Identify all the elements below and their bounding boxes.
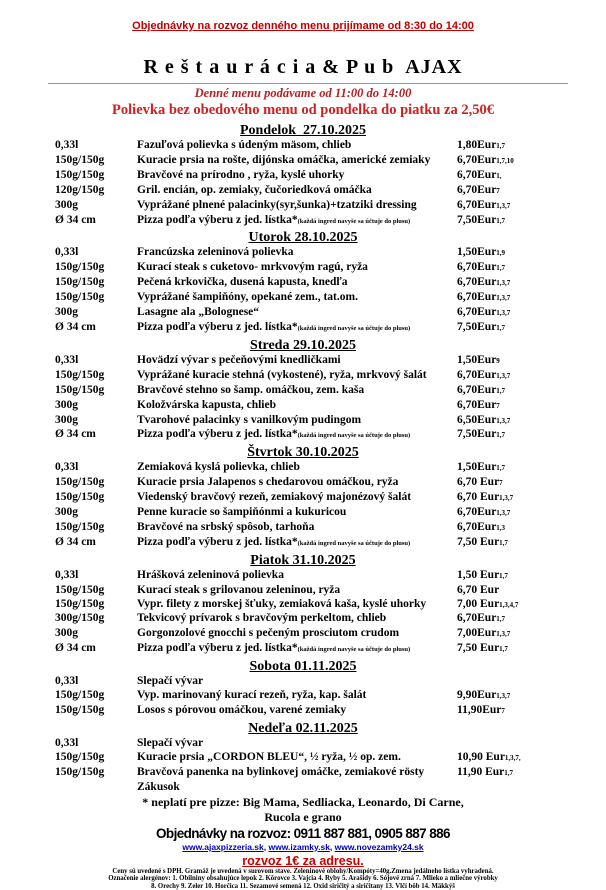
dish-name: Vyprážané plnené palacinky(syr,šunka)+tzatziki dressing (137, 198, 417, 211)
menu-item-row (0, 461, 606, 476)
allergen-codes: 9 (496, 356, 500, 365)
price-cell (457, 246, 606, 261)
price-value: 1,50Eur (457, 461, 497, 474)
day-section (0, 551, 606, 657)
price-cell (457, 154, 606, 169)
dish-name: Gril. encián, op. zemiaky, čučoriedková omáčka (137, 183, 372, 196)
dish-name: Zemiaková kyslá polievka, chlieb (137, 461, 300, 474)
dish-name: Slepačí vývar (137, 736, 204, 749)
price-value: 6,70Eur (457, 261, 497, 274)
dish-name: Zákusok (137, 780, 180, 793)
dish-name: Tekvicový prívarok s bravčovým perkeltom, chlieb (137, 612, 387, 625)
portion-size: 150g/150g (55, 689, 105, 702)
price-cell (457, 428, 606, 443)
day-section (0, 228, 606, 335)
allergen-codes: 1,3,7 (496, 371, 511, 380)
allergen-codes: 1,3,7 (496, 294, 511, 303)
price-value: 6,70Eur (457, 612, 497, 625)
allergen-codes: 1,3 (496, 523, 506, 532)
soup-price-notice: Polievka bez obedového menu od pondelka do piatku za 2,50€ (112, 102, 494, 118)
allergen-codes: 1,7 (499, 645, 508, 654)
portion-size: 300g (55, 506, 78, 519)
menu-item-row (0, 584, 606, 598)
allergen-codes: 1,7 (496, 431, 506, 440)
price-value: 11,90Eur (457, 704, 502, 716)
dish-name: Losos s pórovou omáčkou, varené zemiaky (137, 704, 347, 716)
fine-print-allergens-1: Označenie alergénov: 1. Obilniny obsahujúce lepok 2. Kôrovce 3. Vajcia 4. Ryby 5. Arašidy 6. Sójové zrná 7. Mlieko a mliečne výrobky (108, 875, 498, 883)
link-separator: , (329, 841, 335, 852)
menu-item-row (0, 612, 606, 627)
portion-size: 150g/150g (55, 383, 105, 396)
day-section (0, 443, 606, 550)
day-heading: Utorok 28.10.2025 (248, 230, 358, 246)
allergen-codes: 1, (496, 171, 502, 180)
menu-days (0, 121, 606, 795)
menu-item-row (0, 354, 606, 369)
price-cell (457, 536, 606, 551)
dish-name: Vyprážané šampiňóny, opekané zem., tat.om. (137, 291, 358, 304)
price-value: 6,70Eur (457, 506, 497, 519)
portion-size: 300g (55, 413, 78, 426)
day-section (0, 719, 606, 795)
price-value: 7,00 Eur (457, 597, 500, 610)
menu-item-row (0, 536, 606, 551)
price-value: 6,50Eur (457, 413, 497, 426)
dish-name: Vyprážané kuracie stehná (vykostené), ryža, mrkvový šalát (137, 368, 427, 381)
day-section (0, 121, 606, 228)
portion-size: 0,33l (55, 568, 79, 581)
allergen-codes: 1,7 (496, 216, 506, 225)
website-link[interactable]: www.ajaxpizzeria.sk (182, 841, 264, 852)
menu-item-row (0, 276, 606, 291)
portion-size: 150g/150g (55, 291, 105, 304)
portion-size: 0,33l (55, 353, 79, 366)
website-links (0, 842, 606, 852)
day-heading: Pondelok 27.10.2025 (239, 123, 366, 138)
menu-item-row (0, 476, 606, 491)
price-cell (457, 476, 606, 491)
price-cell (457, 261, 606, 276)
dish-name: Pizza podľa výberu z jed. lístka*(každá ingred navyše sa účtuje do plusu) (137, 213, 411, 226)
menu-item-row (0, 689, 606, 704)
pizza-exclusion-note: * neplatí pre pizze: Big Mama, Sedliacka, Leonardo, Di Carne, (142, 794, 464, 809)
dish-name: Francúzska zeleninová polievka (137, 246, 294, 259)
portion-size: 300g (55, 198, 78, 211)
portion-size: 150g/150g (55, 704, 105, 716)
allergen-codes: 7 (501, 707, 505, 715)
price-cell (457, 642, 606, 657)
allergen-codes: 1,3,7 (496, 509, 511, 518)
price-value: 6,70Eur (457, 183, 497, 196)
portion-size: 150g/150g (55, 583, 105, 596)
menu-item-row (0, 506, 606, 521)
menu-item-row (0, 199, 606, 214)
menu-item-row (0, 704, 606, 719)
day-heading: Sobota 01.11.2025 (249, 659, 357, 675)
menu-item-row (0, 306, 606, 321)
price-value: 9,90Eur (457, 689, 497, 702)
dish-note: (každá ingred navyše sa účtuje do plusu) (297, 539, 411, 547)
price-value: 6,70Eur (457, 198, 497, 211)
portion-size: 150g/150g (55, 153, 105, 166)
price-cell (457, 414, 606, 429)
day-heading: Streda 29.10.2025 (250, 337, 356, 353)
price-cell (457, 704, 606, 719)
price-cell (457, 199, 606, 214)
portion-size (55, 781, 137, 795)
allergen-codes: 1,3,7 (496, 692, 511, 701)
menu-item-row (0, 414, 606, 429)
menu-item-row (0, 399, 606, 414)
delivery-fee-notice: rozvoz 1€ za adresu. (242, 853, 364, 868)
portion-size: 300g (55, 398, 78, 411)
menu-item-row (0, 321, 606, 336)
price-cell (457, 354, 606, 369)
portion-size: 300g/150g (55, 612, 105, 625)
portion-size: Ø 34 cm (55, 535, 96, 548)
dish-name: Pizza podľa výberu z jed. lístka*(každá ingred navyše sa účtuje do plusu) (137, 535, 411, 548)
dish-name: Hovädzí vývar s pečeňovými knedličkami (137, 353, 341, 366)
menu-item-row (0, 291, 606, 306)
dish-note: (každá ingred navyše sa účtuje do plusu) (297, 217, 411, 225)
price-cell (457, 184, 606, 199)
serving-hours-subtitle: Denné menu podávame od 11:00 do 14:00 (194, 86, 412, 100)
price-value: 6,70Eur (457, 398, 497, 411)
price-cell (457, 461, 606, 476)
menu-item-row (0, 369, 606, 384)
price-cell (457, 306, 606, 321)
dish-name: Bravčové na srbský spôsob, tarhoňa (137, 520, 315, 533)
allergen-codes: 1,7 (499, 571, 508, 580)
dish-note: (každá ingred navyše sa účtuje do plusu) (297, 646, 411, 654)
menu-item-row (0, 491, 606, 506)
price-value: 7,50 Eur (457, 535, 500, 548)
price-cell (457, 384, 606, 399)
menu-item-row (0, 569, 606, 584)
allergen-codes: 1,7 (496, 264, 506, 273)
menu-item-row (0, 428, 606, 443)
menu-item-row (0, 214, 606, 229)
dish-name: Hrášková zeleninová polievka (137, 568, 284, 581)
portion-size: 0,33l (55, 139, 79, 151)
menu-item-row (0, 598, 606, 613)
price-cell (457, 689, 606, 704)
allergen-codes: 1,3,7 (496, 309, 511, 318)
dish-name: Viedenský bravčový rezeň, zemiakový majonézový šalát (137, 491, 412, 504)
menu-item-row (0, 169, 606, 184)
dish-name: Pizza podľa výberu z jed. lístka*(každá ingred navyše sa účtuje do plusu) (137, 642, 411, 655)
allergen-codes: 1,7 (496, 142, 506, 150)
price-value: 11,90 Eur (457, 765, 505, 778)
menu-item-row (0, 261, 606, 276)
menu-item-row (0, 766, 606, 781)
price-value: 6,70Eur (457, 153, 497, 166)
price-value: 6,70Eur (457, 383, 497, 396)
portion-size: 300g (55, 627, 78, 640)
dish-name: Vypr. filety z morskej šťuky, zemiaková kaša, kyslé uhorky (137, 597, 427, 610)
dish-name: Pizza podľa výberu z jed. lístka*(každá ingred navyše sa účtuje do plusu) (137, 320, 411, 333)
price-value: 7,50 Eur (457, 642, 500, 655)
dish-name: Vyp. marinovaný kurací rezeň, ryža, kap. šalát (137, 689, 367, 702)
price-value: 6,70Eur (457, 306, 497, 319)
restaurant-title: R e š t a u r á c i a & P u b AJAX (143, 56, 463, 78)
allergen-codes: 1,3,4,7 (499, 600, 519, 609)
menu-item-row (0, 184, 606, 199)
dish-name: Kurací steak s cuketovo- mrkvovým ragú, ryža (137, 261, 368, 274)
dish-name: Tvarohové palacinky s vanilkovým pudingom (137, 413, 362, 426)
dish-note: (každá ingred navyše sa účtuje do plusu) (297, 324, 411, 332)
delivery-phone-numbers: Objednávky na rozvoz: 0911 887 881, 0905 887 886 (156, 825, 450, 841)
menu-item-row (0, 642, 606, 657)
portion-size: Ø 34 cm (55, 428, 96, 441)
allergen-codes: 1,7 (499, 538, 508, 547)
portion-size: 0,33l (55, 461, 79, 474)
price-value: 1,50 Eur (457, 568, 500, 581)
delivery-hours-notice: Objednávky na rozvoz denného menu prijímame od 8:30 do 14:00 (132, 20, 474, 32)
price-value: 10,90 Eur (457, 750, 505, 763)
menu-item-row (0, 139, 606, 154)
price-value: 7,50Eur (457, 320, 497, 333)
allergen-codes: 7 (496, 186, 500, 195)
allergen-codes: 1,3,7, (504, 753, 521, 762)
allergen-codes: 7 (499, 479, 503, 488)
portion-size: 150g/150g (55, 476, 105, 489)
price-cell (457, 139, 606, 154)
portion-size: 0,33l (55, 736, 79, 749)
portion-size: 0,33l (55, 246, 79, 259)
price-cell (457, 751, 606, 766)
portion-size: 150g/150g (55, 597, 105, 610)
fine-print-prices: Ceny sú uvedené s DPH. Gramáž je uvedená v surovom stave. Zeleninové oblohy/Kompóty=40g.Zmena jedálneho lístka vyhradená. (112, 867, 494, 875)
day-section (0, 336, 606, 443)
dish-note: (každá ingred navyše sa účtuje do plusu) (297, 432, 411, 440)
price-value: 6,70Eur (457, 368, 497, 381)
price-cell (457, 369, 606, 384)
allergen-codes: 1,7 (496, 323, 506, 332)
price-value: 7,50Eur (457, 428, 497, 441)
portion-size: 150g/150g (55, 261, 105, 274)
portion-size: 150g/150g (55, 765, 105, 778)
dish-name: Lasagne ala „Bolognese“ (137, 306, 260, 319)
portion-size: 150g/150g (55, 276, 105, 289)
portion-size: 150g/150g (55, 520, 105, 533)
allergen-codes: 1,3,7 (496, 279, 511, 288)
dish-name: Bravčové stehno so šamp. omáčkou, zem. kaša (137, 383, 365, 396)
allergen-codes: 1,9 (496, 249, 506, 258)
price-cell (457, 169, 606, 184)
website-link[interactable]: www.novezamky24.sk (334, 841, 424, 852)
title-divider (48, 83, 568, 84)
price-cell (457, 612, 606, 627)
price-value: 6,70 Eur (457, 491, 500, 504)
fine-print-allergens-2: 8. Orechy 9. Zeler 10. Horčica 11. Sezamové semená 12. Oxid siričitý a siričitany 13. Vlčí bôb 14. Mäkkýš (151, 882, 455, 890)
menu-item-row (0, 737, 606, 751)
day-heading: Nedeľa 02.11.2025 (248, 720, 358, 736)
menu-item-row (0, 384, 606, 399)
price-value: 1,50Eur (457, 353, 497, 366)
price-cell (457, 737, 606, 751)
dish-name: Slepačí vývar (137, 675, 204, 688)
dish-name: Gorgonzolové gnocchi s pečeným prosciutom crudom (137, 627, 400, 640)
dish-name: Kuracie prsia „CORDON BLEU“, ½ ryža, ½ op. zem. (137, 750, 401, 763)
portion-size: 150g/150g (55, 168, 105, 181)
day-heading: Štvrtok 30.10.2025 (247, 445, 359, 461)
dish-name: Kuracie prsia na rošte, dijónska omáčka, americké zemiaky (137, 153, 431, 166)
allergen-codes: 1,3,7 (496, 201, 511, 210)
price-value: 6,70 Eur (457, 583, 500, 596)
menu-item-row (0, 751, 606, 766)
dish-name: Bravčové na prírodno , ryža, kyslé uhorky (137, 168, 345, 181)
price-cell (457, 506, 606, 521)
price-value: 6,70 Eur (457, 476, 500, 489)
price-value: 6,70Eur (457, 276, 497, 289)
price-cell (457, 491, 606, 506)
allergen-codes: 1,7 (496, 386, 506, 395)
day-heading: Piatok 31.10.2025 (250, 552, 356, 568)
price-cell (457, 781, 606, 795)
day-section (0, 657, 606, 719)
price-value: 7,50Eur (457, 213, 497, 226)
price-value: 7,00Eur (457, 627, 497, 640)
menu-item-row (0, 246, 606, 261)
price-cell (457, 321, 606, 336)
price-value: 1,50Eur (457, 246, 497, 259)
menu-item-row (0, 627, 606, 642)
website-link[interactable]: www.izamky.sk (268, 841, 330, 852)
allergen-codes: 1,3,7 (499, 494, 514, 503)
dish-name: Bravčová panenka na bylinkovej omáčke, zemiakové rösty (137, 765, 425, 778)
price-cell (457, 521, 606, 536)
portion-size: Ø 34 cm (55, 213, 96, 226)
dish-name: Fazuľová polievka s údeným mäsom, chlieb (137, 139, 352, 151)
portion-size: Ø 34 cm (55, 642, 96, 655)
price-cell (457, 276, 606, 291)
menu-item-row (0, 675, 606, 689)
price-cell (457, 399, 606, 414)
price-value: 6,70Eur (457, 520, 497, 533)
portion-size: 300g (55, 306, 78, 319)
price-cell (457, 569, 606, 584)
price-cell (457, 675, 606, 689)
price-value: 6,70Eur (457, 291, 497, 304)
pizza-exclusion-note-cont: Rucola e grano (264, 809, 342, 824)
allergen-codes: 1,7 (496, 615, 506, 624)
price-cell (457, 291, 606, 306)
price-cell (457, 584, 606, 598)
allergen-codes: 1,7 (504, 768, 514, 777)
price-value: 6,70Eur (457, 168, 497, 181)
menu-item-row (0, 521, 606, 536)
dish-name: Koložvárska kapusta, chlieb (137, 398, 276, 411)
allergen-codes: 7 (496, 401, 500, 410)
price-cell (457, 627, 606, 642)
dish-name: Pečená krkovička, dusená kapusta, knedľa (137, 276, 348, 289)
allergen-codes: 1,7,10 (496, 156, 514, 165)
price-value: 1,80Eur (457, 139, 497, 151)
allergen-codes: 1,3,7 (496, 416, 511, 425)
dish-name: Pizza podľa výberu z jed. lístka*(každá ingred navyše sa účtuje do plusu) (137, 428, 411, 441)
allergen-codes: 1,7 (496, 464, 506, 473)
link-separator: , (263, 841, 269, 852)
price-cell (457, 598, 606, 613)
portion-size: 150g/150g (55, 368, 105, 381)
menu-item-row (0, 154, 606, 169)
portion-size: 150g/150g (55, 491, 105, 504)
price-cell (457, 766, 606, 781)
portion-size: Ø 34 cm (55, 320, 96, 333)
menu-item-row (0, 781, 606, 795)
dish-name: Penne kuracie so šampiňónmi a kukuricou (137, 506, 347, 519)
dish-name: Kuracie prsia Jalapenos s chedarovou omáčkou, ryža (137, 476, 399, 489)
portion-size: 0,33l (55, 675, 79, 688)
allergen-codes: 1,3,7 (496, 630, 511, 639)
dish-name: Kurací steak s grilovanou zeleninou, ryža (137, 583, 341, 596)
portion-size: 120g/150g (55, 183, 105, 196)
price-cell (457, 214, 606, 229)
portion-size: 150g/150g (55, 750, 105, 763)
